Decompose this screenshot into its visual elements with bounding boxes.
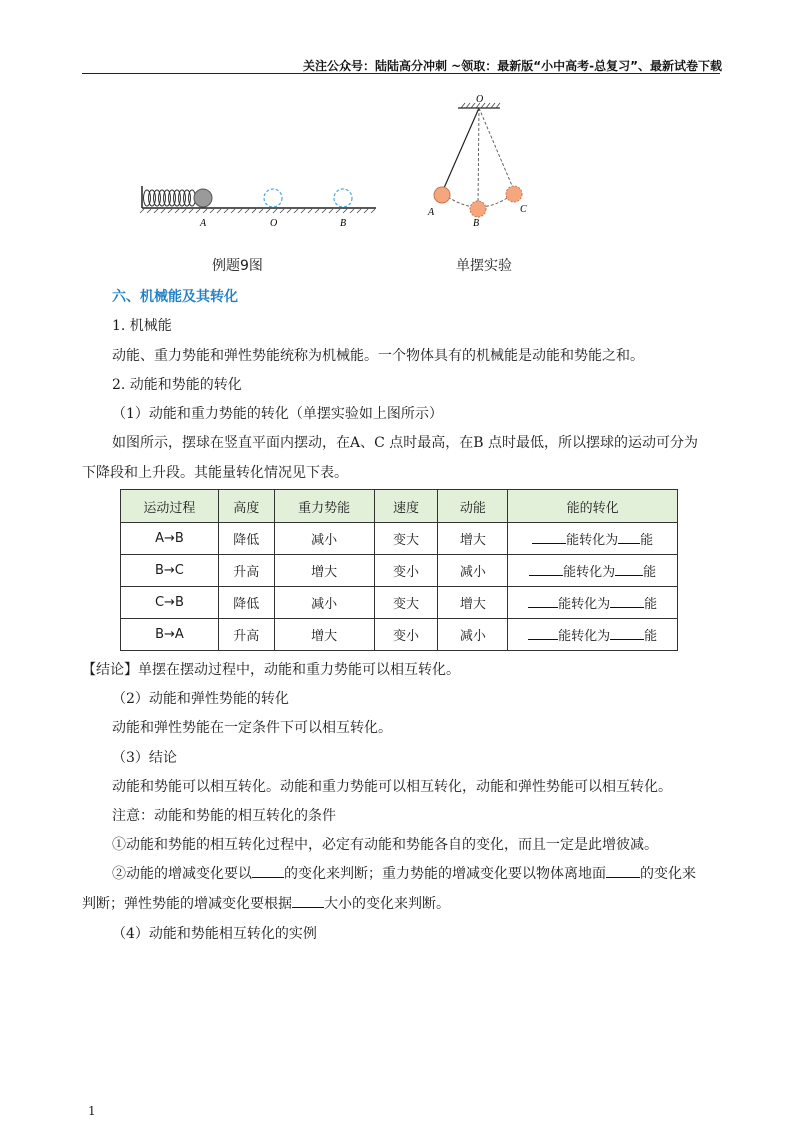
column-header: 速度 (374, 490, 438, 523)
cell-conversion: 能转化为 能 (508, 587, 678, 619)
figure-caption-example: 例题9图 (212, 258, 263, 274)
fill-blank (532, 531, 566, 544)
note-item-continued: 判断；弹性势能的增减变化要根据 大小的变化来判断。 (82, 896, 450, 912)
cell-speed: 变小 (374, 619, 438, 651)
paragraph: 下降段和上升段。其能量转化情况见下表。 (82, 465, 348, 481)
cell-kinetic-energy: 增大 (438, 523, 508, 555)
pendulum-bob-a (434, 187, 450, 203)
cell-height: 降低 (218, 587, 274, 619)
cell-height: 升高 (218, 555, 274, 587)
cell-height: 升高 (218, 619, 274, 651)
subheading: （4）动能和势能相互转化的实例 (112, 926, 317, 942)
fill-blank (528, 595, 558, 608)
note-item: ②动能的增减变化要以 的变化来判断；重力势能的增减变化要以物体离地面 的变化来 (112, 866, 696, 882)
subheading: （2）动能和弹性势能的转化 (112, 691, 289, 707)
paragraph: 2. 动能和势能的转化 (112, 377, 242, 393)
fill-blank (618, 531, 640, 544)
cell-kinetic-energy: 减小 (438, 619, 508, 651)
fill-blank (292, 895, 324, 908)
paragraph: （1）动能和重力势能的转化（单摆实验如上图所示） (112, 406, 443, 422)
column-header: 动能 (438, 490, 508, 523)
cell-process: C→B (121, 587, 219, 619)
pendulum-figure (420, 94, 550, 230)
section-title: 六、机械能及其转化 (112, 289, 238, 305)
cell-kinetic-energy: 减小 (438, 555, 508, 587)
column-header: 高度 (218, 490, 274, 523)
table-header-row (121, 490, 678, 523)
fill-blank (529, 563, 563, 576)
energy-conversion-table (120, 489, 678, 651)
paragraph: 动能、重力势能和弹性势能统称为机械能。一个物体具有的机械能是动能和势能之和。 (112, 348, 644, 364)
cell-speed: 变大 (374, 523, 438, 555)
label-o: O (270, 218, 278, 229)
label-a: A (200, 218, 207, 229)
table-row (121, 587, 678, 619)
page-number: 1 (88, 1104, 96, 1118)
figure-caption-pendulum: 单摆实验 (456, 258, 512, 274)
cell-potential-energy: 减小 (274, 523, 374, 555)
cell-conversion: 能转化为 能 (508, 619, 678, 651)
note-item: ①动能和势能的相互转化过程中，必定有动能和势能各自的变化，而且一定是此增彼减。 (112, 837, 658, 853)
paragraph: 动能和弹性势能在一定条件下可以相互转化。 (112, 720, 392, 736)
cell-conversion: 能转化为 能 (508, 523, 678, 555)
fill-blank (610, 595, 644, 608)
cell-potential-energy: 增大 (274, 619, 374, 651)
label-a: A (428, 207, 435, 218)
subheading: （3）结论 (112, 750, 177, 766)
fill-blank (252, 865, 284, 878)
fill-blank (528, 627, 558, 640)
header-rule (82, 73, 720, 74)
column-header: 重力势能 (274, 490, 374, 523)
page-header: 关注公众号：陆陆高分冲刺 ~领取：最新版“小中高考-总复习”、最新试卷下载 (303, 59, 722, 73)
fill-blank (610, 627, 644, 640)
cell-kinetic-energy: 增大 (438, 587, 508, 619)
column-header: 能的转化 (508, 490, 678, 523)
fill-blank (606, 865, 640, 878)
paragraph: 如图所示，摆球在竖直平面内摆动，在A、C 点时最高，在B 点时最低，所以摆球的运动可分为 (112, 435, 699, 451)
cell-speed: 变大 (374, 587, 438, 619)
table-row (121, 555, 678, 587)
cell-potential-energy: 增大 (274, 555, 374, 587)
label-o: O (476, 94, 484, 105)
cell-conversion: 能转化为 能 (508, 555, 678, 587)
pendulum-bob-c (506, 186, 522, 202)
label-b: B (473, 218, 480, 229)
table-row (121, 523, 678, 555)
note-heading: 注意：动能和势能的相互转化的条件 (112, 808, 336, 824)
spring-ball-figure (136, 180, 382, 235)
paragraph: 1. 机械能 (112, 318, 172, 334)
cell-speed: 变小 (374, 555, 438, 587)
cell-process: A→B (121, 523, 219, 555)
fill-blank (615, 563, 643, 576)
label-b: B (340, 218, 347, 229)
pendulum-bob-b (470, 201, 486, 217)
cell-height: 降低 (218, 523, 274, 555)
label-c: C (520, 204, 527, 215)
conclusion: 【结论】单摆在摆动过程中，动能和重力势能可以相互转化。 (82, 662, 460, 678)
cell-process: B→C (121, 555, 219, 587)
column-header: 运动过程 (121, 490, 219, 523)
paragraph: 动能和势能可以相互转化。动能和重力势能可以相互转化，动能和弹性势能可以相互转化。 (112, 779, 672, 795)
table-row (121, 619, 678, 651)
cell-potential-energy: 减小 (274, 587, 374, 619)
cell-process: B→A (121, 619, 219, 651)
